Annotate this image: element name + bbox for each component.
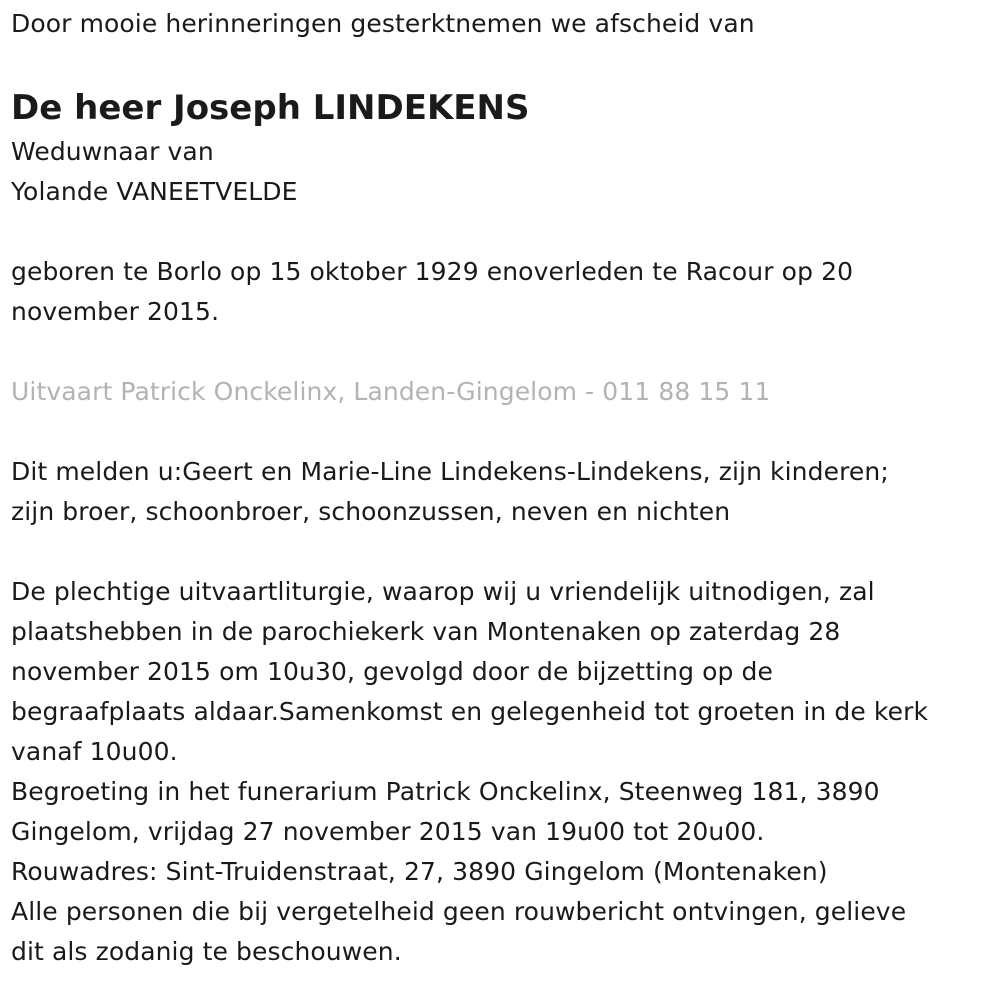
visitation-line: Begroeting in het funerarium Patrick Onckelinx, Steenweg 181, 3890 [11,777,880,806]
visitation-line: Gingelom, vrijdag 27 november 2015 van 19u00 tot 20u00. [11,817,765,846]
spouse-label: Weduwnaar van [11,137,214,166]
intro-text: Door mooie herinneringen gesterktnemen we afscheid van [11,9,755,38]
spacer [11,332,991,372]
spacer [11,212,991,252]
ceremony-line: november 2015 om 10u30, gevolgd door de bijzetting op de [11,657,773,686]
ceremony-line: plaatshebben in de parochiekerk van Montenaken op zaterdag 28 [11,617,841,646]
family-line-1: Dit melden u:Geert en Marie-Line Lindekens-Lindekens, zijn kinderen; [11,457,889,486]
ceremony-line: vanaf 10u00. [11,737,178,766]
notice-disclaimer: dit als zodanig te beschouwen. [11,937,402,966]
obituary-notice [11,4,991,972]
spacer [11,412,991,452]
spouse-name: Yolande VANEETVELDE [11,177,298,206]
mourning-address: Rouwadres: Sint-Truidenstraat, 27, 3890 Gingelom (Montenaken) [11,857,828,886]
spacer [11,532,991,572]
birth-death-line-2: november 2015. [11,297,220,326]
deceased-name: De heer Joseph LINDEKENS [11,88,530,128]
ceremony-line: begraafplaats aldaar.Samenkomst en gelegenheid tot groeten in de kerk [11,697,929,726]
family-line-2: zijn broer, schoonbroer, schoonzussen, neven en nichten [11,497,731,526]
ceremony-line: De plechtige uitvaartliturgie, waarop wij u vriendelijk uitnodigen, zal [11,577,875,606]
birth-death-line-1: geboren te Borlo op 15 oktober 1929 enoverleden te Racour op 20 [11,257,854,286]
notice-disclaimer: Alle personen die bij vergetelheid geen rouwbericht ontvingen, gelieve [11,897,907,926]
funeral-home-contact: Uitvaart Patrick Onckelinx, Landen-Gingelom - 011 88 15 11 [11,377,771,406]
